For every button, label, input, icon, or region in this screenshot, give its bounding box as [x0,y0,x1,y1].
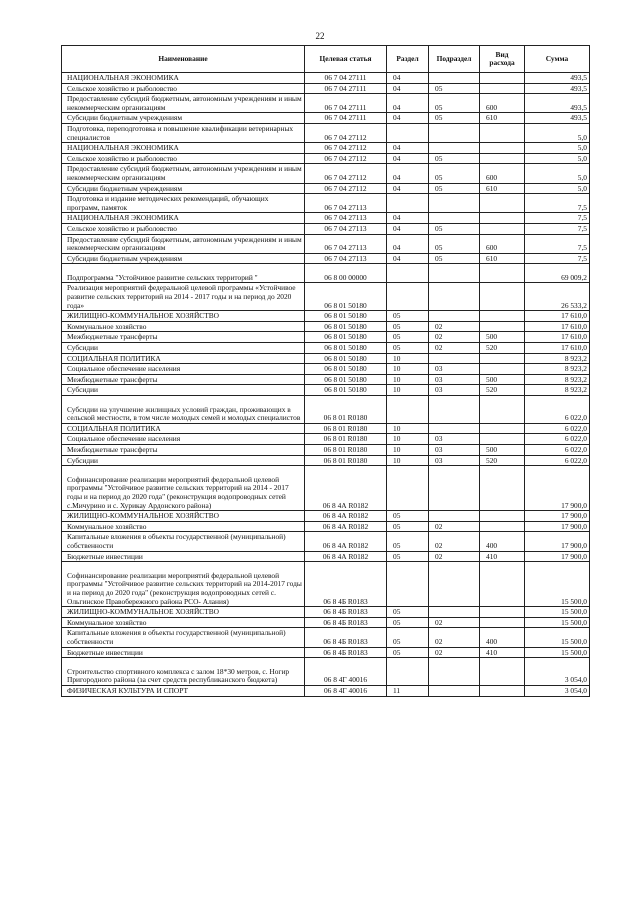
table-row [62,628,590,647]
row-expense-type [480,194,525,213]
row-section: 05 [387,647,429,658]
row-sum: 5,0 [525,164,590,183]
row-sum: 15 500,0 [525,562,590,607]
table-row [62,321,590,332]
row-name: Строительство спортивного комплекса с залом 18*30 метров, с. Ногир Пригородного района (за счет средств республиканского бюджета) [62,658,305,686]
row-name: Социальное обеспечение населения [62,434,305,445]
table-row [62,521,590,532]
row-sum: 15 500,0 [525,617,590,628]
row-target-code: 06 8 01 R0180 [305,396,387,424]
table-row [62,647,590,658]
row-section: 04 [387,253,429,264]
row-expense-type: 410 [480,551,525,562]
table-row [62,455,590,466]
row-section: 04 [387,223,429,234]
row-sum: 8 923,2 [525,385,590,396]
row-section: 05 [387,332,429,343]
row-sum: 493,5 [525,73,590,84]
row-sum: 17 900,0 [525,521,590,532]
row-section: 10 [387,445,429,456]
table-row [62,511,590,522]
table-row [62,311,590,322]
row-section: 04 [387,73,429,84]
row-subsection: 02 [429,521,480,532]
table-row [62,183,590,194]
row-name: НАЦИОНАЛЬНАЯ ЭКОНОМИКА [62,73,305,84]
row-sum: 5,0 [525,123,590,142]
row-subsection: 02 [429,321,480,332]
row-target-code: 06 8 01 R0180 [305,423,387,434]
row-sum: 17 610,0 [525,321,590,332]
row-expense-type [480,617,525,628]
row-section: 10 [387,423,429,434]
row-expense-type [480,143,525,154]
row-expense-type [480,423,525,434]
row-section: 10 [387,434,429,445]
row-expense-type [480,562,525,607]
row-name: Субсидии бюджетным учреждениям [62,183,305,194]
row-expense-type: 400 [480,532,525,551]
table-row [62,374,590,385]
row-target-code: 06 8 01 R0180 [305,455,387,466]
row-expense-type [480,685,525,696]
row-target-code: 06 7 04 27112 [305,153,387,164]
row-expense-type: 410 [480,647,525,658]
table-row [62,364,590,375]
row-section [387,396,429,424]
row-target-code: 06 8 01 50180 [305,353,387,364]
row-expense-type: 500 [480,332,525,343]
row-name: Субсидии [62,385,305,396]
row-section [387,264,429,283]
row-subsection [429,562,480,607]
row-name: Межбюджетные трансферты [62,332,305,343]
row-section: 10 [387,385,429,396]
row-expense-type [480,353,525,364]
row-target-code: 06 8 4Б R0183 [305,607,387,618]
row-subsection: 05 [429,83,480,94]
row-target-code: 06 7 04 27112 [305,164,387,183]
row-expense-type [480,311,525,322]
row-subsection [429,311,480,322]
row-section [387,466,429,511]
row-sum: 493,5 [525,94,590,113]
row-target-code: 06 8 01 50180 [305,374,387,385]
row-target-code: 06 7 04 27112 [305,183,387,194]
row-target-code: 06 7 04 27111 [305,94,387,113]
row-name: Межбюджетные трансферты [62,445,305,456]
row-section: 04 [387,153,429,164]
row-subsection [429,685,480,696]
row-sum: 17 610,0 [525,332,590,343]
table-row [62,332,590,343]
row-subsection [429,213,480,224]
table-row [62,385,590,396]
row-name: Сельское хозяйство и рыболовство [62,83,305,94]
row-expense-type [480,511,525,522]
row-section [387,123,429,142]
row-expense-type [480,396,525,424]
row-expense-type: 600 [480,164,525,183]
row-target-code: 06 8 01 50180 [305,385,387,396]
row-name: Сельское хозяйство и рыболовство [62,223,305,234]
table-row [62,283,590,311]
header-section: Раздел [387,46,429,73]
row-sum: 15 500,0 [525,607,590,618]
table-row [62,153,590,164]
row-target-code: 06 8 01 50180 [305,343,387,354]
row-expense-type [480,283,525,311]
table-row [62,343,590,354]
row-subsection: 03 [429,455,480,466]
header-subsection: Подраздел [429,46,480,73]
row-section: 04 [387,234,429,253]
row-target-code: 06 7 04 27113 [305,253,387,264]
header-name: Наименование [62,46,305,73]
row-name: Субсидии бюджетным учреждениям [62,113,305,124]
table-body [62,73,590,697]
row-target-code: 06 8 4А R0182 [305,551,387,562]
row-section: 04 [387,213,429,224]
row-subsection [429,143,480,154]
table-row [62,253,590,264]
row-name: Субсидии [62,455,305,466]
row-sum: 7,5 [525,213,590,224]
row-section: 10 [387,364,429,375]
row-subsection [429,353,480,364]
row-sum: 17 610,0 [525,343,590,354]
row-target-code: 06 7 04 27112 [305,143,387,154]
table-row [62,73,590,84]
row-section [387,562,429,607]
table-row [62,213,590,224]
table-row [62,164,590,183]
row-subsection [429,73,480,84]
row-sum: 6 022,0 [525,434,590,445]
row-expense-type: 610 [480,113,525,124]
row-name: Коммунальное хозяйство [62,521,305,532]
row-section: 05 [387,532,429,551]
header-expense-type: Вид расхода [480,46,525,73]
row-subsection: 02 [429,332,480,343]
row-section: 05 [387,511,429,522]
row-target-code: 06 7 04 27111 [305,73,387,84]
row-expense-type: 610 [480,253,525,264]
row-expense-type: 600 [480,234,525,253]
row-target-code: 06 7 04 27113 [305,213,387,224]
row-subsection: 02 [429,628,480,647]
row-subsection: 03 [429,445,480,456]
row-subsection: 05 [429,153,480,164]
row-target-code: 06 8 4Б R0183 [305,628,387,647]
row-subsection [429,423,480,434]
row-sum: 8 923,2 [525,374,590,385]
row-target-code: 06 7 04 27113 [305,234,387,253]
row-target-code: 06 8 4Б R0183 [305,562,387,607]
row-sum: 6 022,0 [525,445,590,456]
row-subsection: 05 [429,234,480,253]
row-sum: 5,0 [525,143,590,154]
row-subsection: 05 [429,164,480,183]
row-expense-type [480,466,525,511]
row-name: НАЦИОНАЛЬНАЯ ЭКОНОМИКА [62,213,305,224]
row-sum: 7,5 [525,234,590,253]
table-row [62,94,590,113]
row-sum: 7,5 [525,194,590,213]
page-number: 22 [315,31,325,41]
row-subsection [429,123,480,142]
row-subsection: 05 [429,223,480,234]
row-expense-type: 520 [480,343,525,354]
row-sum: 8 923,2 [525,353,590,364]
row-name: Межбюджетные трансферты [62,374,305,385]
table-row [62,551,590,562]
row-expense-type: 500 [480,445,525,456]
row-target-code: 06 8 01 50180 [305,364,387,375]
row-sum: 17 610,0 [525,311,590,322]
row-target-code: 06 8 4А R0182 [305,511,387,522]
row-expense-type [480,153,525,164]
row-sum: 6 022,0 [525,423,590,434]
row-name: Предоставление субсидий бюджетным, автономным учреждениям и иным некоммерческим организациям [62,164,305,183]
row-subsection: 03 [429,374,480,385]
table-row [62,532,590,551]
row-subsection: 03 [429,434,480,445]
row-expense-type [480,223,525,234]
row-expense-type [480,658,525,686]
row-target-code: 06 8 00 00000 [305,264,387,283]
row-expense-type [480,607,525,618]
table-row [62,234,590,253]
table-row [62,562,590,607]
row-target-code: 06 8 4А R0182 [305,532,387,551]
row-name: Предоставление субсидий бюджетным, автономным учреждениям и иным некоммерческим организациям [62,234,305,253]
table-row [62,658,590,686]
row-subsection: 05 [429,113,480,124]
table-row [62,466,590,511]
row-name: НАЦИОНАЛЬНАЯ ЭКОНОМИКА [62,143,305,154]
row-sum: 5,0 [525,183,590,194]
row-target-code: 06 8 4Б R0183 [305,617,387,628]
row-target-code: 06 7 04 27111 [305,83,387,94]
row-name: ФИЗИЧЕСКАЯ КУЛЬТУРА И СПОРТ [62,685,305,696]
row-section [387,194,429,213]
row-sum: 69 009,2 [525,264,590,283]
table-row [62,83,590,94]
table-row [62,194,590,213]
row-subsection [429,283,480,311]
row-target-code: 06 8 4А R0182 [305,466,387,511]
row-subsection: 02 [429,551,480,562]
row-section: 05 [387,607,429,618]
row-name: Предоставление субсидий бюджетным, автономным учреждениям и иным некоммерческим организациям [62,94,305,113]
row-sum: 3 054,0 [525,685,590,696]
row-name: Софинансирование реализации мероприятий федеральной целевой программы "Устойчивое развитие сельских территорий на 2014-2017 годы и на период до 2020 года" (реконструкция водопроводных сетей с. Ольгинское Правобережного района РСО- Алания) [62,562,305,607]
row-name: ЖИЛИЩНО-КОММУНАЛЬНОЕ ХОЗЯЙСТВО [62,607,305,618]
row-expense-type [480,321,525,332]
row-sum: 6 022,0 [525,396,590,424]
row-name: СОЦИАЛЬНАЯ ПОЛИТИКА [62,353,305,364]
row-sum: 6 022,0 [525,455,590,466]
row-sum: 3 054,0 [525,658,590,686]
row-sum: 26 533,2 [525,283,590,311]
row-expense-type: 600 [480,94,525,113]
row-sum: 17 900,0 [525,551,590,562]
budget-table [61,45,590,697]
row-name: ЖИЛИЩНО-КОММУНАЛЬНОЕ ХОЗЯЙСТВО [62,511,305,522]
row-subsection: 05 [429,94,480,113]
row-sum: 493,5 [525,83,590,94]
table-row [62,113,590,124]
row-name: Капитальные вложения в объекты государственной (муниципальной) собственности [62,532,305,551]
row-section: 05 [387,628,429,647]
row-section: 04 [387,143,429,154]
row-name: Субсидии на улучшение жилищных условий граждан, проживающих в сельской местности, в том числе молодых семей и молодых специалистов [62,396,305,424]
row-subsection: 02 [429,343,480,354]
row-subsection [429,466,480,511]
table-row [62,607,590,618]
row-subsection [429,511,480,522]
row-expense-type [480,213,525,224]
row-subsection: 05 [429,183,480,194]
table-row [62,396,590,424]
row-section: 05 [387,343,429,354]
row-name: Капитальные вложения в объекты государственной (муниципальной) собственности [62,628,305,647]
row-name: Подготовка и издание методических рекомендаций, обучающих программ, памяток [62,194,305,213]
row-sum: 15 500,0 [525,628,590,647]
row-target-code: 06 7 04 27111 [305,113,387,124]
row-target-code: 06 7 04 27113 [305,194,387,213]
row-name: Коммунальное хозяйство [62,321,305,332]
row-target-code: 06 8 01 50180 [305,283,387,311]
row-sum: 15 500,0 [525,647,590,658]
header-target: Целевая статья [305,46,387,73]
row-name: Реализация мероприятий федеральной целевой программы «Устойчивое развитие сельских территорий на 2014 - 2017 годы и на период до 2020 года» [62,283,305,311]
row-section: 04 [387,94,429,113]
row-section: 05 [387,311,429,322]
row-section: 05 [387,321,429,332]
row-target-code: 06 8 01 R0180 [305,434,387,445]
row-expense-type [480,434,525,445]
table-row [62,617,590,628]
row-subsection: 03 [429,385,480,396]
row-expense-type: 610 [480,183,525,194]
row-expense-type [480,83,525,94]
row-expense-type [480,364,525,375]
row-section: 04 [387,113,429,124]
row-target-code: 06 8 4Г 40016 [305,685,387,696]
row-name: Субсидии [62,343,305,354]
row-sum: 5,0 [525,153,590,164]
table-row [62,445,590,456]
table-row [62,223,590,234]
row-sum: 17 900,0 [525,532,590,551]
row-expense-type [480,73,525,84]
row-name: Бюджетные инвестиции [62,551,305,562]
row-section: 05 [387,617,429,628]
row-name: Бюджетные инвестиции [62,647,305,658]
row-target-code: 06 8 01 R0180 [305,445,387,456]
row-section: 05 [387,521,429,532]
row-name: Субсидии бюджетным учреждениям [62,253,305,264]
row-section: 11 [387,685,429,696]
row-name: Софинансирование реализации мероприятий федеральной целевой программы "Устойчивое развитие сельских территорий на 2014 - 2017 годы и на период до 2020 года" (реконструкция водопроводных сетей с.Мичурино и с. Хурикау Ардонского района) [62,466,305,511]
row-section: 05 [387,551,429,562]
row-section: 04 [387,164,429,183]
row-sum: 17 900,0 [525,511,590,522]
row-sum: 493,5 [525,113,590,124]
row-section: 04 [387,83,429,94]
row-subsection [429,658,480,686]
row-subsection [429,194,480,213]
row-expense-type: 520 [480,455,525,466]
row-target-code: 06 8 4Г 40016 [305,658,387,686]
row-subsection [429,264,480,283]
row-expense-type: 520 [480,385,525,396]
header-sum: Сумма [525,46,590,73]
table-row [62,434,590,445]
row-subsection: 03 [429,364,480,375]
row-name: Сельское хозяйство и рыболовство [62,153,305,164]
row-section [387,658,429,686]
row-name: СОЦИАЛЬНАЯ ПОЛИТИКА [62,423,305,434]
row-subsection: 05 [429,253,480,264]
row-sum: 8 923,2 [525,364,590,375]
row-name: Коммунальное хозяйство [62,617,305,628]
row-name: Подпрограмма "Устойчивое развитие сельских территорий " [62,264,305,283]
row-section: 10 [387,374,429,385]
row-section: 10 [387,455,429,466]
row-sum: 7,5 [525,223,590,234]
table-header-row [62,46,590,73]
row-target-code: 06 8 01 50180 [305,332,387,343]
row-sum: 17 900,0 [525,466,590,511]
row-subsection [429,607,480,618]
table-row [62,123,590,142]
row-section [387,283,429,311]
row-subsection: 02 [429,617,480,628]
table-row [62,143,590,154]
row-name: Подготовка, переподготовка и повышение квалификации ветеринарных специалистов [62,123,305,142]
row-target-code: 06 7 04 27113 [305,223,387,234]
row-expense-type: 500 [480,374,525,385]
row-expense-type [480,521,525,532]
row-target-code: 06 7 04 27112 [305,123,387,142]
row-target-code: 06 8 4А R0182 [305,521,387,532]
row-subsection: 02 [429,647,480,658]
row-section: 04 [387,183,429,194]
table-row [62,264,590,283]
row-expense-type [480,123,525,142]
row-sum: 7,5 [525,253,590,264]
row-name: Социальное обеспечение населения [62,364,305,375]
row-expense-type: 400 [480,628,525,647]
row-name: ЖИЛИЩНО-КОММУНАЛЬНОЕ ХОЗЯЙСТВО [62,311,305,322]
row-expense-type [480,264,525,283]
row-target-code: 06 8 01 50180 [305,311,387,322]
row-section: 10 [387,353,429,364]
row-target-code: 06 8 4Б R0183 [305,647,387,658]
table-row [62,423,590,434]
row-subsection [429,396,480,424]
row-subsection: 02 [429,532,480,551]
row-target-code: 06 8 01 50180 [305,321,387,332]
table-row [62,685,590,696]
table-row [62,353,590,364]
